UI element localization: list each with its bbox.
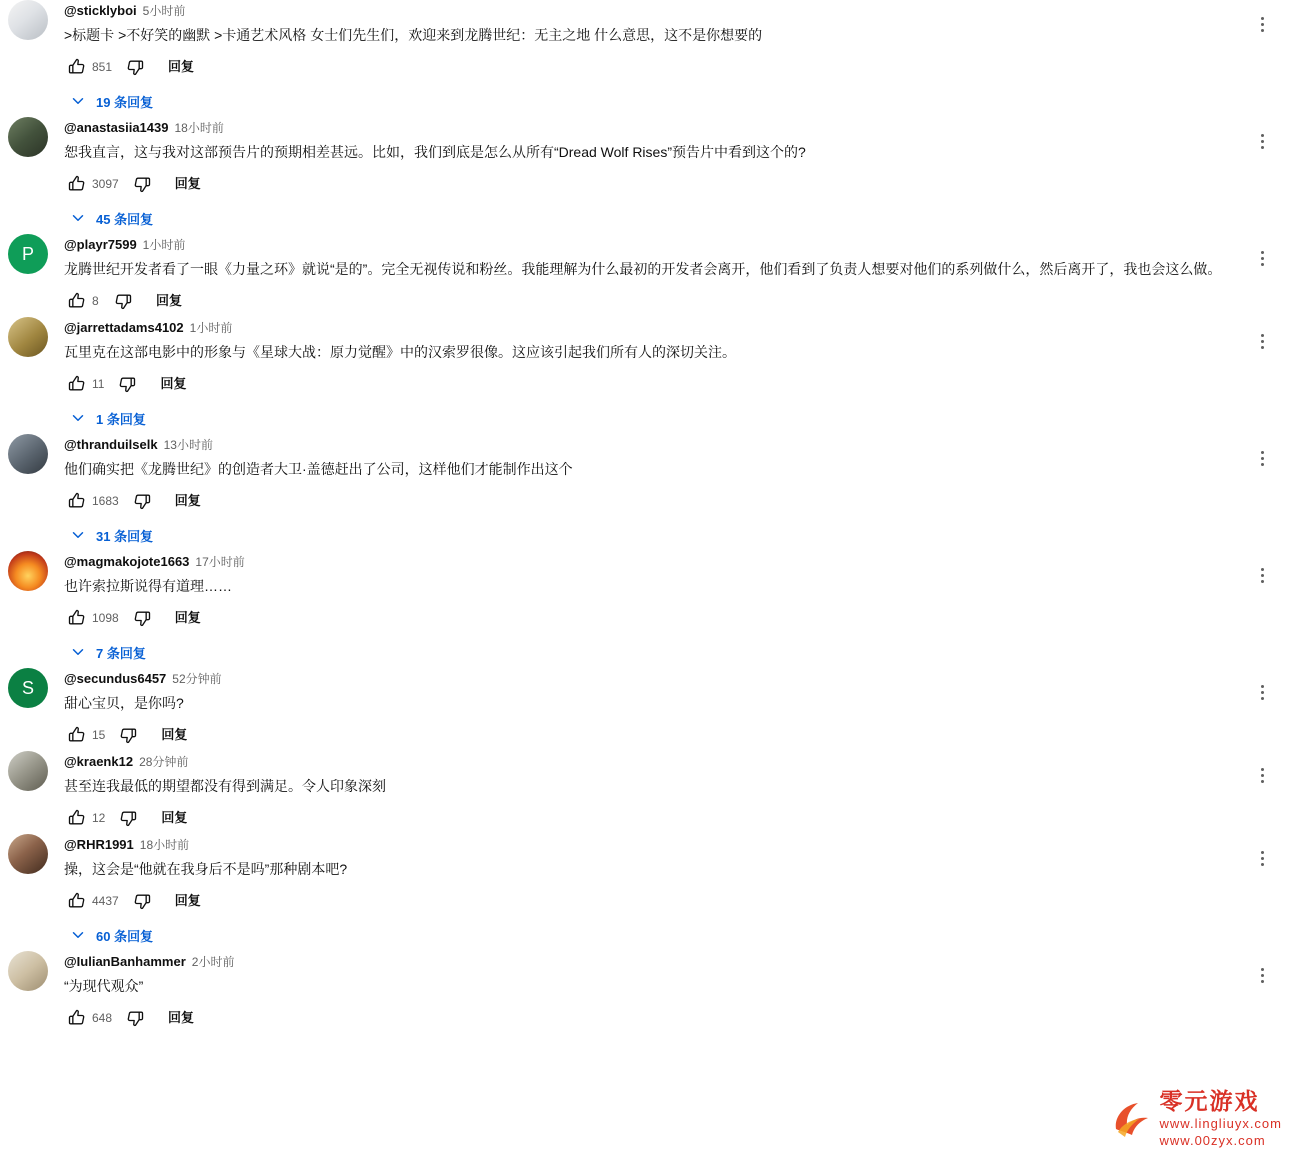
comment-text: 瓦里克在这部电影中的形象与《星球大战：原力觉醒》中的汉索罗很像。这应该引起我们所有人的深切关注。 [64,344,736,360]
thumbs-down-icon[interactable] [129,605,155,631]
comment-item [0,751,1290,834]
thumbs-down-icon[interactable] [129,888,155,914]
comment-actions [64,485,1250,517]
thumbs-down-icon[interactable] [129,171,155,197]
like-count: 1683 [92,494,119,508]
comment-body [48,551,1290,668]
avatar[interactable] [8,834,48,874]
comment-timestamp[interactable]: 18小时前 [139,838,190,852]
comment-text: 甜心宝贝，是你吗? [64,695,184,711]
avatar[interactable] [8,668,48,708]
comment-body [48,117,1290,234]
comment-actions [64,802,1250,834]
comment-author[interactable]: @secundus6457 [64,671,167,686]
comment-item [0,434,1290,551]
comment-timestamp[interactable]: 18小时前 [174,121,224,135]
thumbs-down-icon[interactable] [122,54,148,80]
chevron-down-icon [66,640,90,664]
more-options-icon[interactable] [1250,763,1274,787]
like-count: 8 [92,294,99,308]
comment-meta [64,117,1250,137]
comment-author[interactable]: @playr7599 [64,237,137,252]
like-count: 648 [92,1011,113,1025]
thumbs-up-icon[interactable] [64,54,90,80]
like-count: 12 [92,811,106,825]
thumbs-up-icon[interactable] [64,722,90,748]
like-action[interactable] [64,368,114,400]
watermark-url: www.lingliuyx.com [1159,1116,1282,1131]
thumbs-up-icon[interactable] [64,605,90,631]
like-count: 4437 [92,894,119,908]
reply-button[interactable]: 回复 [161,810,188,825]
comment-actions [64,719,1250,751]
comment-timestamp[interactable]: 52分钟前 [172,672,222,686]
thumbs-down-icon[interactable] [110,288,136,314]
comment-meta [64,834,1250,854]
more-options-icon[interactable] [1250,246,1274,270]
comment-item [0,551,1290,668]
avatar-initial: S [21,678,34,698]
like-count: 11 [92,377,105,391]
thumbs-up-icon[interactable] [64,371,90,397]
like-action[interactable] [64,602,129,634]
comment-meta [64,951,1250,971]
comment-actions [64,368,1250,400]
comment-actions [64,1002,1250,1034]
more-options-icon[interactable] [1250,12,1274,36]
comment-item [0,834,1290,951]
reply-button[interactable]: 回复 [160,376,187,391]
comment-author[interactable]: @thranduilselk [64,437,158,452]
replies-count-label: 7 条回复 [96,645,146,661]
show-replies-button[interactable] [64,202,1250,234]
comment-body [48,668,1290,751]
chevron-down-icon [66,406,90,430]
comment-text: 恕我直言，这与我对这部预告片的预期相差甚远。比如，我们到底是怎么从所有“Dread Wolf Rises”预告片中看到这个的? [64,144,806,160]
thumbs-up-icon[interactable] [64,888,90,914]
comment-item [0,317,1290,434]
comment-text: “为现代观众” [64,978,144,994]
more-options-icon[interactable] [1250,963,1274,987]
comment-author[interactable]: @IulianBanhammer [64,954,186,969]
avatar[interactable] [8,434,48,474]
like-count: 851 [92,60,113,74]
comment-item [0,0,1290,117]
comment-body [48,317,1290,434]
comment-author[interactable]: @kraenk12 [64,754,134,769]
comment-text: 操，这会是“他就在我身后不是吗”那种剧本吧? [64,861,348,877]
watermark-url-secondary: www.00zyx.com [1159,1133,1266,1148]
comment-meta [64,317,1250,337]
comment-text: 他们确实把《龙腾世纪》的创造者大卫·盖德赶出了公司，这样他们才能制作出这个 [64,461,573,477]
comment-author[interactable]: @sticklyboi [64,3,137,18]
like-action[interactable] [64,1002,122,1034]
reply-button[interactable]: 回复 [168,1010,195,1025]
thumbs-up-icon[interactable] [64,1005,90,1031]
avatar[interactable] [8,551,48,591]
thumbs-up-icon[interactable] [64,288,90,314]
thumbs-down-icon[interactable] [114,371,140,397]
comment-item [0,668,1290,751]
comment-body [48,751,1290,834]
comment-body [48,434,1290,551]
more-options-icon[interactable] [1250,680,1274,704]
like-count: 15 [92,728,106,742]
thumbs-up-icon[interactable] [64,805,90,831]
comment-actions [64,885,1250,917]
comment-timestamp[interactable]: 2小时前 [191,955,235,969]
comment-timestamp[interactable]: 13小时前 [163,438,213,452]
watermark-title: 零元游戏 [1159,1088,1260,1114]
comment-body [48,834,1290,951]
show-replies-button[interactable] [64,519,1250,551]
replies-count-label: 1 条回复 [96,411,146,427]
avatar[interactable] [8,0,48,40]
replies-count-label: 19 条回复 [96,94,154,110]
comment-meta [64,234,1250,254]
avatar[interactable] [8,117,48,157]
like-count: 1098 [92,611,119,625]
comment-actions [64,168,1250,200]
comment-text: >标题卡 >不好笑的幽默 >卡通艺术风格 女士们先生们，欢迎来到龙腾世纪：无主之地 什么意思，这不是你想要的 [64,27,763,43]
thumbs-down-icon[interactable] [115,805,141,831]
comment-text: 甚至连我最低的期望都没有得到满足。令人印象深刻 [64,778,386,794]
comment-timestamp[interactable]: 1小时前 [189,321,233,335]
comment-author[interactable]: @jarrettadams4102 [64,320,184,335]
reply-button[interactable]: 回复 [174,176,201,191]
comment-author[interactable]: @anastasiia1439 [64,120,169,135]
more-options-icon[interactable] [1250,846,1274,870]
comment-item [0,234,1290,317]
replies-count-label: 31 条回复 [96,528,154,544]
watermark-logo-icon [1108,1099,1152,1139]
thumbs-down-icon[interactable] [122,1005,148,1031]
comment-meta [64,668,1250,688]
comment-item [0,117,1290,234]
thumbs-down-icon[interactable] [115,722,141,748]
like-action[interactable] [64,719,115,751]
comment-text: 也许索拉斯说得有道理…… [64,578,232,594]
thumbs-down-icon[interactable] [129,488,155,514]
more-options-icon[interactable] [1250,329,1274,353]
like-action[interactable] [64,802,115,834]
show-replies-button[interactable] [64,85,1250,117]
comment-actions [64,285,1250,317]
comment-author[interactable]: @magmakojote1663 [64,554,190,569]
avatar[interactable] [8,751,48,791]
avatar-initial: P [21,244,34,264]
comment-body [48,234,1290,317]
like-action[interactable] [64,885,129,917]
comment-timestamp[interactable]: 17小时前 [195,555,245,569]
comment-item [0,951,1290,1034]
avatar[interactable] [8,317,48,357]
more-options-icon[interactable] [1250,446,1274,470]
more-options-icon[interactable] [1250,563,1274,587]
reply-button[interactable]: 回复 [174,610,201,625]
replies-count-label: 45 条回复 [96,211,154,227]
comment-text: 龙腾世纪开发者看了一眼《力量之环》就说“是的”。完全无视传说和粉丝。我能理解为什么最初的开发者会离开，他们看到了负责人想要对他们的系列做什么，然后离开了，我也会这么做。 [64,261,1222,277]
reply-button[interactable]: 回复 [168,59,195,74]
reply-button[interactable]: 回复 [174,893,201,908]
thumbs-up-icon[interactable] [64,171,90,197]
comment-meta [64,434,1250,454]
comment-author[interactable]: @RHR1991 [64,837,134,852]
like-action[interactable] [64,168,129,200]
comment-timestamp[interactable]: 5小时前 [142,4,186,18]
reply-button[interactable]: 回复 [174,493,201,508]
chevron-down-icon [66,923,90,947]
comment-meta [64,0,1250,20]
watermark [1108,1090,1282,1147]
comment-actions [64,602,1250,634]
more-options-icon[interactable] [1250,129,1274,153]
avatar[interactable] [8,234,48,274]
chevron-down-icon [66,206,90,230]
comment-meta [64,551,1250,571]
like-action[interactable] [64,51,122,83]
like-count: 3097 [92,177,119,191]
chevron-down-icon [66,89,90,113]
comment-meta [64,751,1250,771]
show-replies-button[interactable] [64,402,1250,434]
comment-body [48,951,1290,1034]
comment-body [48,0,1290,117]
avatar[interactable] [8,951,48,991]
comment-timestamp[interactable]: 1小时前 [142,238,186,252]
show-replies-button[interactable] [64,919,1250,951]
comment-timestamp[interactable]: 28分钟前 [139,755,189,769]
show-replies-button[interactable] [64,636,1250,668]
reply-button[interactable]: 回复 [156,293,183,308]
chevron-down-icon [66,523,90,547]
thumbs-up-icon[interactable] [64,488,90,514]
like-action[interactable] [64,285,110,317]
comment-actions [64,51,1250,83]
reply-button[interactable]: 回复 [161,727,188,742]
like-action[interactable] [64,485,129,517]
replies-count-label: 60 条回复 [96,928,154,944]
